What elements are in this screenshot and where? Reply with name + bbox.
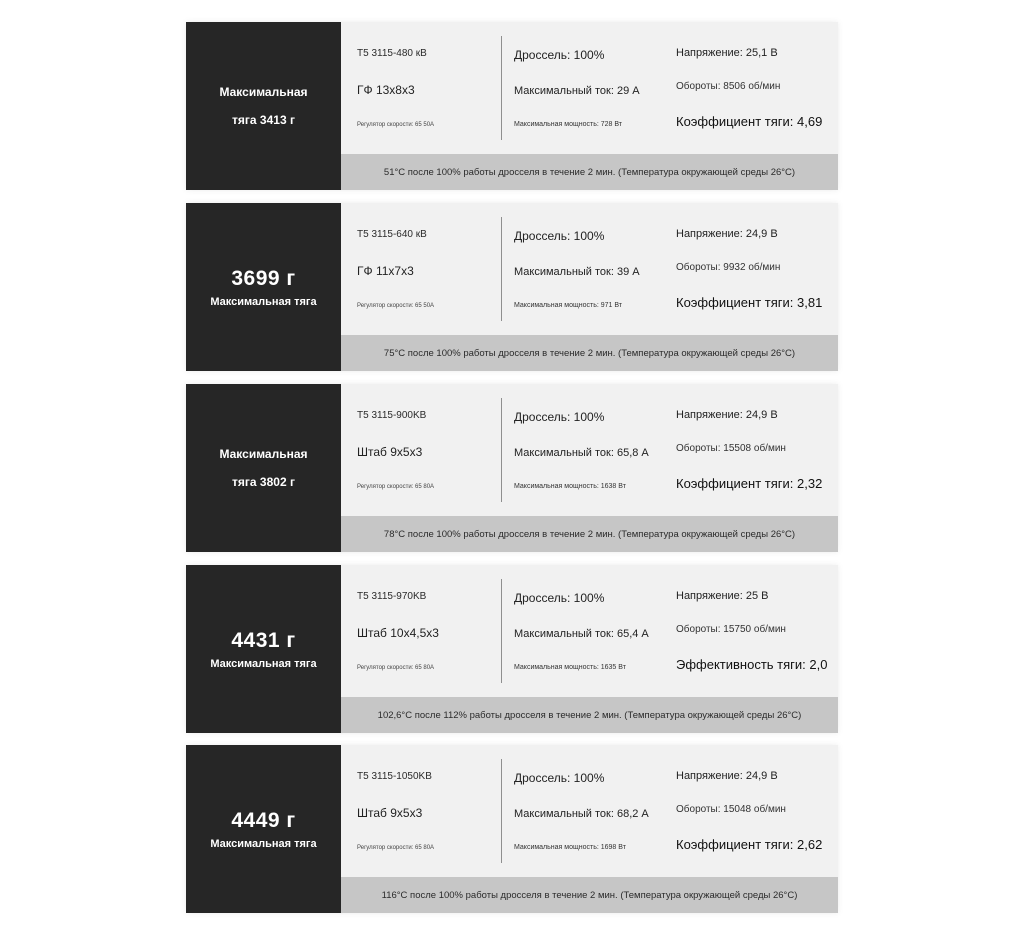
max-thrust-label: Максимальная	[219, 447, 308, 461]
thrust-coefficient: Коэффициент тяги: 3,81	[676, 295, 823, 310]
max-power: Максимальная мощность: 1635 Вт	[514, 664, 626, 672]
max-power: Максимальная мощность: 1698 Вт	[514, 844, 626, 852]
rpm: Обороты: 15750 об/мин	[676, 624, 786, 635]
load-column	[501, 759, 666, 863]
specs-panel	[341, 22, 838, 154]
performance-column	[666, 565, 838, 697]
propeller: Штаб 9x5x3	[357, 806, 423, 821]
throttle: Дроссель: 100%	[514, 228, 605, 243]
temperature-note: 78°C после 100% работы дросселя в течение 2 мин. (Температура окружающей среды 26°C)	[341, 516, 838, 552]
voltage: Напряжение: 24,9 В	[676, 228, 778, 240]
motor-column	[341, 203, 501, 335]
load-column	[501, 217, 666, 321]
motor-column	[341, 384, 501, 516]
specs-panel	[341, 565, 838, 697]
rpm: Обороты: 15508 об/мин	[676, 443, 786, 454]
motor-model: T5 3115-640 кВ	[357, 229, 427, 241]
motor-column	[341, 745, 501, 877]
temperature-note: 116°C после 100% работы дросселя в течение 2 мин. (Температура окружающей среды 26°C)	[341, 877, 838, 913]
max-thrust-value: 4449 г	[231, 809, 296, 832]
max-thrust-panel	[186, 745, 341, 913]
thrust-card	[186, 22, 838, 190]
max-thrust-panel	[186, 22, 341, 190]
load-column	[501, 579, 666, 683]
motor-model: T5 3115-970KB	[357, 591, 427, 603]
esc: Регулятор скорости: 65 50A	[357, 121, 435, 128]
specs-panel	[341, 203, 838, 335]
performance-column	[666, 745, 838, 877]
thrust-card	[186, 745, 838, 913]
voltage: Напряжение: 25 В	[676, 590, 769, 602]
max-thrust-value: 3699 г	[231, 267, 296, 290]
throttle: Дроссель: 100%	[514, 409, 605, 424]
throttle: Дроссель: 100%	[514, 47, 605, 62]
specs-panel	[341, 384, 838, 516]
load-column	[501, 36, 666, 140]
max-current: Максимальный ток: 68,2 А	[514, 808, 649, 821]
esc: Регулятор скорости: 65 80A	[357, 483, 435, 490]
thrust-coefficient: Коэффициент тяги: 4,69	[676, 114, 823, 129]
throttle: Дроссель: 100%	[514, 590, 605, 605]
voltage: Напряжение: 24,9 В	[676, 409, 778, 421]
specs-area	[341, 745, 838, 913]
motor-model: T5 3115-900KB	[357, 410, 427, 422]
max-power: Максимальная мощность: 728 Вт	[514, 121, 623, 129]
specs-area	[341, 565, 838, 733]
motor-model: T5 3115-1050KB	[357, 771, 432, 783]
esc: Регулятор скорости: 65 80A	[357, 844, 435, 851]
esc: Регулятор скорости: 65 80A	[357, 664, 435, 671]
max-thrust-panel	[186, 203, 341, 371]
thrust-coefficient: Эффективность тяги: 2,0	[676, 657, 828, 672]
voltage: Напряжение: 25,1 В	[676, 47, 778, 59]
thrust-coefficient: Коэффициент тяги: 2,32	[676, 476, 823, 491]
motor-column	[341, 565, 501, 697]
max-power: Максимальная мощность: 971 Вт	[514, 302, 623, 310]
max-current: Максимальный ток: 29 А	[514, 85, 640, 98]
thrust-card	[186, 203, 838, 371]
specs-panel	[341, 745, 838, 877]
performance-column	[666, 22, 838, 154]
throttle: Дроссель: 100%	[514, 770, 605, 785]
specs-area	[341, 203, 838, 371]
voltage: Напряжение: 24,9 В	[676, 770, 778, 782]
rpm: Обороты: 9932 об/мин	[676, 262, 781, 273]
motor-column	[341, 22, 501, 154]
max-thrust-label: Максимальная	[219, 85, 308, 99]
max-thrust-value: 4431 г	[231, 629, 296, 652]
esc: Регулятор скорости: 65 50A	[357, 302, 435, 309]
load-column	[501, 398, 666, 502]
temperature-note: 75°C после 100% работы дросселя в течение 2 мин. (Температура окружающей среды 26°C)	[341, 335, 838, 371]
max-thrust-panel	[186, 565, 341, 733]
temperature-note: 51°C после 100% работы дросселя в течение 2 мин. (Температура окружающей среды 26°C)	[341, 154, 838, 190]
thrust-card	[186, 384, 838, 552]
temperature-note: 102,6°C после 112% работы дросселя в течение 2 мин. (Температура окружающей среды 26°C)	[341, 697, 838, 733]
propeller: Штаб 9x5x3	[357, 445, 423, 460]
propeller: ГФ 13x8x3	[357, 83, 415, 98]
performance-column	[666, 384, 838, 516]
propeller: ГФ 11x7x3	[357, 264, 414, 279]
specs-area	[341, 22, 838, 190]
max-thrust-label: Максимальная тяга	[210, 838, 317, 850]
max-thrust-value: тяга 3802 г	[232, 475, 295, 489]
rpm: Обороты: 8506 об/мин	[676, 81, 781, 92]
thrust-card	[186, 565, 838, 733]
rpm: Обороты: 15048 об/мин	[676, 804, 786, 815]
max-thrust-value: тяга 3413 г	[232, 113, 295, 127]
max-power: Максимальная мощность: 1638 Вт	[514, 483, 626, 491]
max-thrust-label: Максимальная тяга	[210, 296, 317, 308]
max-current: Максимальный ток: 65,8 А	[514, 447, 649, 460]
propeller: Штаб 10x4,5x3	[357, 626, 439, 641]
max-thrust-label: Максимальная тяга	[210, 658, 317, 670]
max-current: Максимальный ток: 39 А	[514, 266, 640, 279]
max-current: Максимальный ток: 65,4 А	[514, 628, 649, 641]
performance-column	[666, 203, 838, 335]
specs-area	[341, 384, 838, 552]
motor-model: T5 3115-480 кВ	[357, 48, 427, 60]
thrust-coefficient: Коэффициент тяги: 2,62	[676, 837, 823, 852]
max-thrust-panel	[186, 384, 341, 552]
